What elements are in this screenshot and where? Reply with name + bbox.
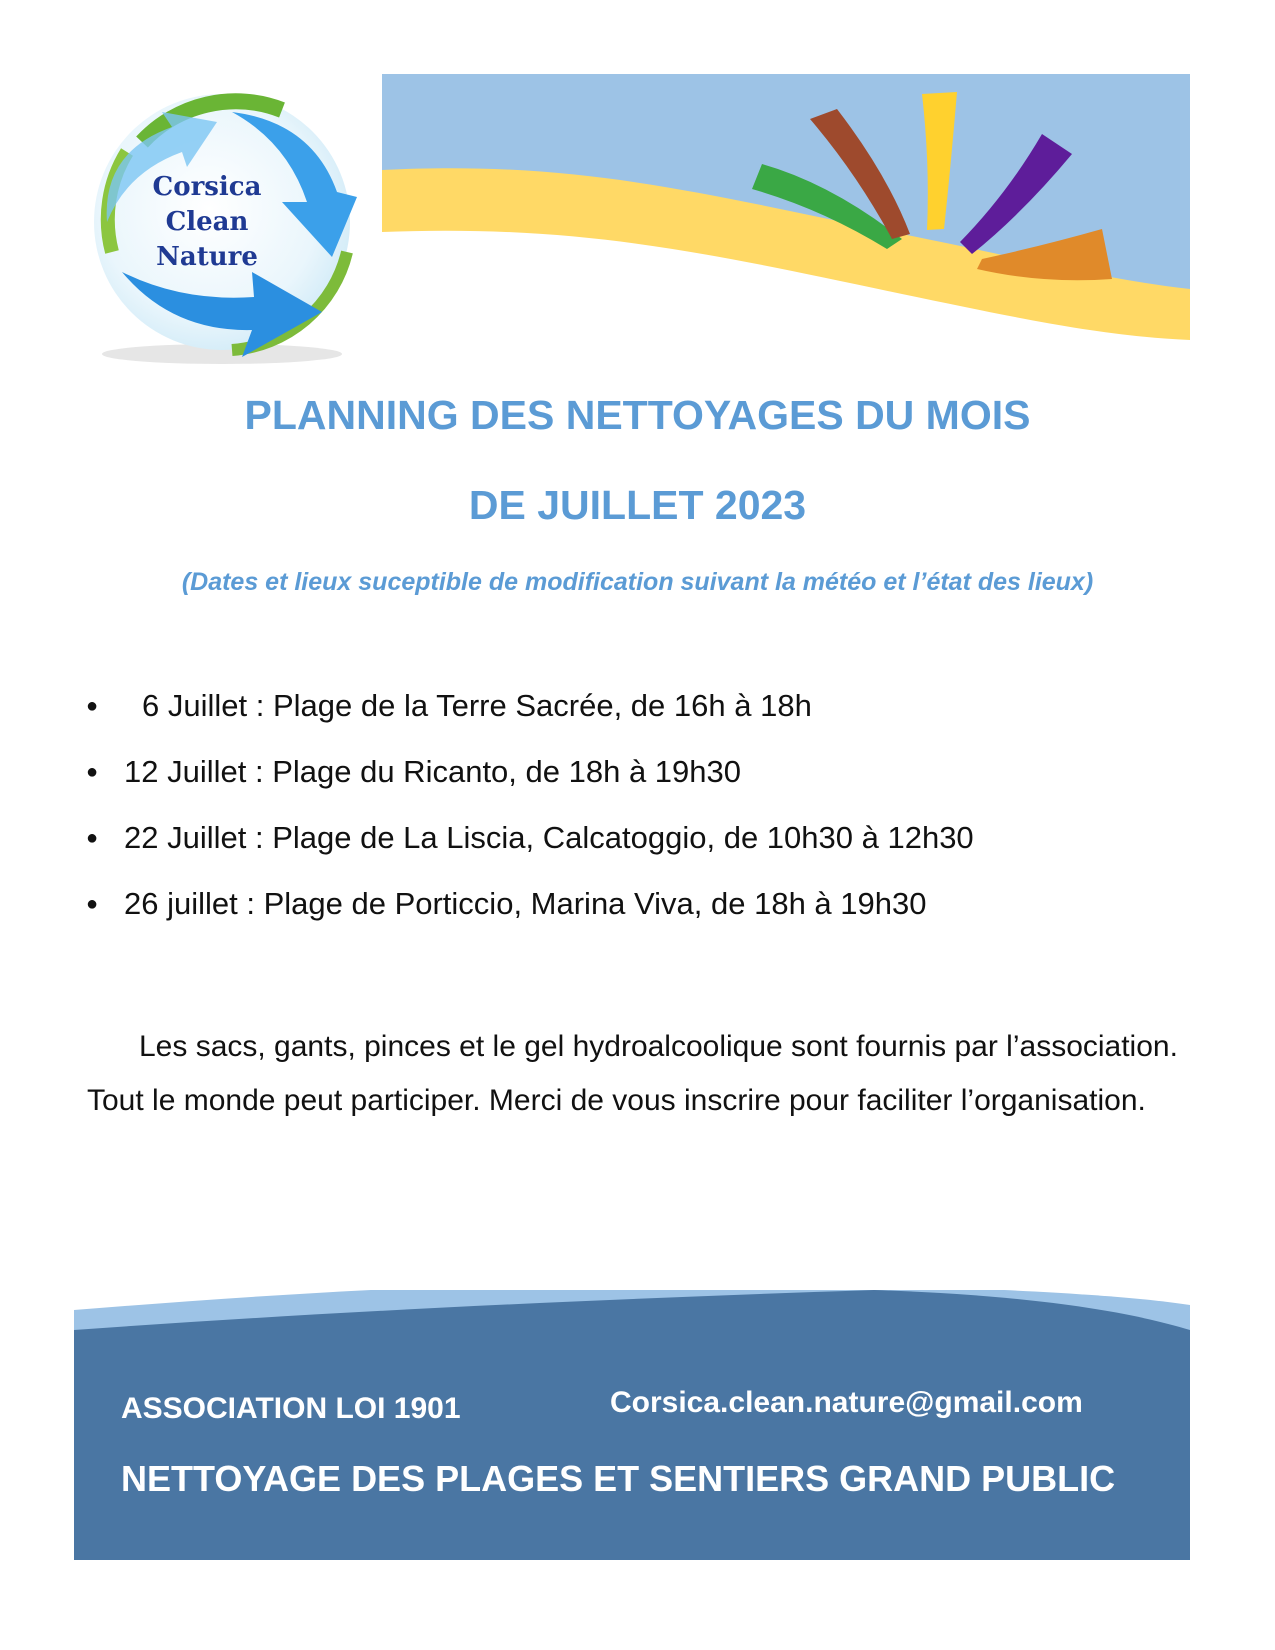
logo-line-corsica: Corsica — [152, 172, 262, 202]
page-subtitle: (Dates et lieux suceptible de modification suivant la météo et l’état des lieux) — [181, 568, 1094, 596]
logo-text — [82, 170, 332, 275]
list-item — [0, 686, 1275, 752]
schedule-item-text: 22 Juillet : Plage de La Liscia, Calcatoggio, de 10h30 à 12h30 — [124, 820, 974, 855]
bullet-icon: ● — [86, 761, 99, 783]
bullet-icon: ● — [86, 893, 99, 915]
footer-email[interactable]: Corsica.clean.nature@gmail.com — [610, 1386, 1083, 1419]
schedule-item-text: 6 Juillet : Plage de la Terre Sacrée, de 16h à 18h — [142, 688, 812, 723]
logo-line-nature: Nature — [156, 242, 258, 272]
schedule-item-text: 26 juillet : Plage de Porticcio, Marina Viva, de 18h à 19h30 — [124, 886, 927, 921]
list-item — [0, 752, 1275, 818]
footer-association: ASSOCIATION LOI 1901 — [121, 1392, 461, 1425]
schedule-list — [0, 686, 1275, 950]
bullet-icon: ● — [86, 695, 99, 717]
bullet-icon: ● — [86, 827, 99, 849]
schedule-item-text: 12 Juillet : Plage du Ricanto, de 18h à 19h30 — [124, 754, 742, 789]
info-paragraph: Les sacs, gants, pinces et le gel hydroalcoolique sont fournis par l’association. Tout le monde peut participer. Merci de vous inscrire pour faciliter l’organisation. — [87, 1030, 1178, 1117]
logo — [82, 82, 372, 372]
page-title-line-1: PLANNING DES NETTOYAGES DU MOIS — [244, 392, 1031, 438]
footer-tagline: NETTOYAGE DES PLAGES ET SENTIERS GRAND PUBLIC — [121, 1458, 1116, 1499]
list-item — [0, 884, 1275, 950]
page-title-line-2: DE JUILLET 2023 — [468, 482, 807, 528]
logo-line-clean: Clean — [165, 207, 249, 237]
header-banner — [382, 74, 1190, 340]
list-item — [0, 818, 1275, 884]
